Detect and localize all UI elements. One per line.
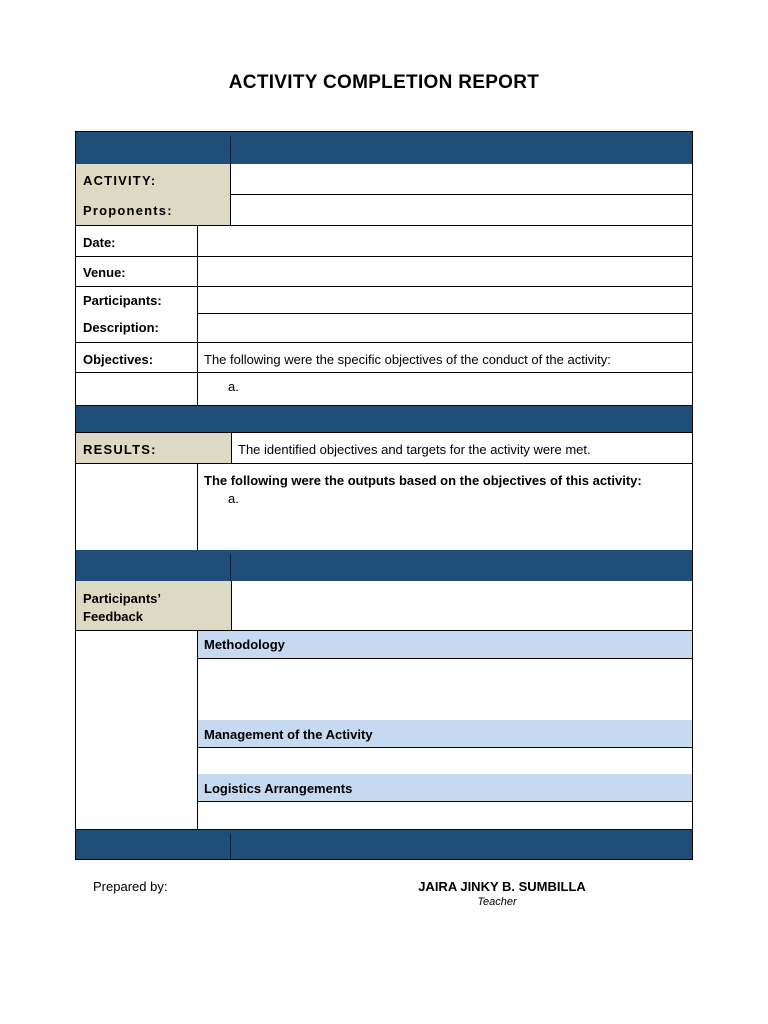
header-band-feedback bbox=[76, 550, 692, 581]
logistics-label: Logistics Arrangements bbox=[204, 781, 353, 796]
objectives-item-marker: a. bbox=[228, 379, 239, 394]
management-label: Management of the Activity bbox=[204, 727, 373, 742]
objectives-intro: The following were the specific objectives of the conduct of the activity: bbox=[204, 352, 611, 367]
outputs-item-marker: a. bbox=[228, 491, 239, 506]
feedback-label-line1: Participants’ bbox=[83, 591, 162, 606]
logistics-field[interactable] bbox=[198, 802, 692, 829]
date-field[interactable] bbox=[198, 226, 692, 256]
date-label: Date: bbox=[83, 235, 116, 250]
report-form bbox=[75, 131, 693, 860]
description-field[interactable] bbox=[198, 314, 692, 342]
prepared-by-label: Prepared by: bbox=[93, 879, 168, 894]
page-title: ACTIVITY COMPLETION REPORT bbox=[228, 72, 540, 93]
results-label: RESULTS: bbox=[83, 442, 157, 457]
preparer-title: Teacher bbox=[477, 896, 517, 908]
methodology-field[interactable] bbox=[198, 659, 692, 720]
venue-label: Venue: bbox=[83, 265, 126, 280]
objectives-list-field[interactable] bbox=[198, 373, 692, 405]
methodology-label: Methodology bbox=[204, 637, 285, 652]
preparer-name: JAIRA JINKY B. SUMBILLA bbox=[418, 879, 586, 894]
header-band-top bbox=[76, 132, 692, 164]
activity-field[interactable] bbox=[232, 164, 692, 194]
participants-field[interactable] bbox=[198, 287, 692, 313]
management-field[interactable] bbox=[198, 748, 692, 774]
header-band-middle bbox=[76, 406, 692, 432]
outputs-intro: The following were the outputs based on the objectives of this activity: bbox=[204, 473, 642, 488]
objectives-label: Objectives: bbox=[83, 352, 154, 367]
activity-label: ACTIVITY: bbox=[83, 173, 157, 188]
proponents-field[interactable] bbox=[232, 195, 692, 225]
venue-field[interactable] bbox=[198, 257, 692, 286]
participants-label: Participants: bbox=[83, 293, 162, 308]
outputs-list-field[interactable] bbox=[198, 507, 692, 550]
header-band-bottom bbox=[76, 830, 692, 859]
feedback-field[interactable] bbox=[232, 581, 692, 630]
feedback-label-line2: Feedback bbox=[83, 609, 143, 624]
proponents-label: Proponents: bbox=[83, 203, 173, 218]
results-text: The identified objectives and targets for the activity were met. bbox=[238, 442, 591, 457]
description-label: Description: bbox=[83, 320, 159, 335]
